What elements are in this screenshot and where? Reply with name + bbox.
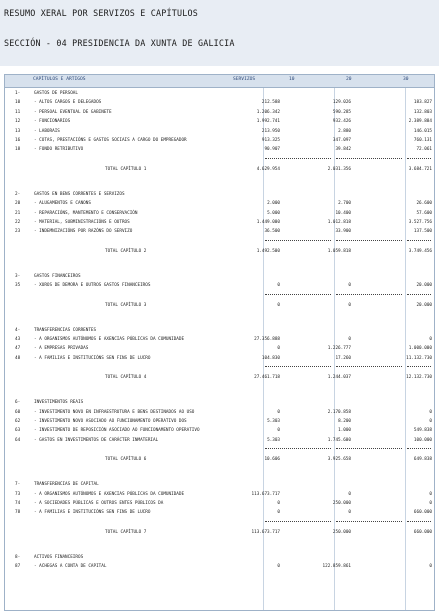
row-label: TOTAL CAPÍTULO 1 (105, 166, 147, 172)
value-col-10: 4.629.954 (256, 166, 280, 172)
table-row (5, 490, 434, 499)
row-code: 13 (15, 128, 21, 134)
value-col-10: 5.000 (267, 210, 280, 216)
row-label: - INVESTIMENTO DE REPOSICIÓN ASOCIADO AO FUNCIONAMENTO OPERATIVO (34, 428, 200, 434)
table-row (5, 344, 434, 353)
value-col-30: 12.132.730 (406, 375, 432, 381)
value-col-30: 72.061 (416, 147, 432, 153)
row-label: - A EMPRESAS PRIVADAS (34, 346, 89, 352)
table-row (5, 354, 434, 363)
row-label: - ALTOS CARGOS E DELEGADOS (34, 100, 102, 106)
value-col-20: 2.700 (338, 201, 351, 207)
value-col-30: 137.500 (413, 229, 432, 235)
table-row (5, 499, 434, 508)
table-row (5, 136, 434, 145)
row-label: - ALUGAMENTOS E CANONS (34, 201, 91, 207)
row-label: TRANSFERENCIAS DE CAPITAL (34, 482, 99, 488)
dotted-rule (336, 294, 402, 295)
row-label: - A FAMILIAS E INSTITUCIÓNS SEN FINS DE LUCRO (34, 510, 151, 516)
row-code: 8- (15, 554, 21, 560)
table-row (5, 508, 434, 517)
value-col-10: 0 (277, 564, 280, 570)
value-col-30: 11.132.730 (406, 355, 432, 361)
row-code: 18 (15, 147, 21, 153)
value-col-10: 212.588 (261, 100, 280, 106)
row-label: - INVESTIMENTO NOVO EN INFRAESTRUTURA E BENS DESTINADOS AO USO (34, 409, 195, 415)
table-row (5, 426, 434, 435)
value-col-10: 0 (277, 283, 280, 289)
row-code: 11 (15, 109, 21, 115)
row-label: - ACHEGAS A CONTA DE CAPITAL (34, 564, 107, 570)
row-code: 10 (15, 100, 21, 106)
value-col-20: 129.026 (332, 100, 351, 106)
value-col-10: 113.673.717 (251, 529, 280, 535)
spacer-row (5, 385, 434, 394)
table-header (5, 75, 434, 88)
value-col-10: 0 (277, 346, 280, 352)
value-col-10: 5.303 (267, 419, 280, 424)
row-label: - A ORGANISMOS AUTÓNOMOS E AXENCIAS PÚBLICAS DA COMUNIDADE (34, 491, 185, 497)
table-row (5, 98, 434, 107)
dotted-rule (336, 366, 402, 367)
value-col-10: 1.492.500 (256, 248, 280, 254)
row-code: 35 (15, 283, 21, 289)
value-col-30: 100.000 (413, 437, 432, 443)
value-col-10: 10.606 (264, 457, 280, 463)
value-col-10: 0 (277, 428, 280, 434)
value-col-10: 213.950 (261, 128, 280, 134)
section-title: SECCIÓN - 04 PRESIDENCIA DA XUNTA DE GALICIA (4, 38, 235, 48)
row-label: GASTOS FINANCEIROS (34, 273, 81, 279)
table-row (5, 335, 434, 344)
row-code: 78 (15, 510, 21, 516)
value-col-10: 913.325 (261, 138, 280, 143)
value-col-30: 57.600 (416, 210, 432, 216)
dotted-rule (407, 294, 431, 295)
value-col-10: 27.356.888 (254, 337, 280, 342)
row-code: 6- (15, 400, 21, 406)
row-code: 43 (15, 337, 21, 342)
value-col-10: 5.303 (267, 437, 280, 443)
table-row (5, 209, 434, 218)
row-label: - REPARACIÓNS, MANTEMENTO E CONSERVACIÓN (34, 210, 138, 216)
spacer-row (5, 313, 434, 322)
chapter-row (5, 398, 434, 407)
chapter-row (5, 89, 434, 98)
value-col-10: 113.673.717 (251, 491, 280, 497)
dotted-rule (336, 158, 402, 159)
value-col-20: 250.000 (332, 529, 351, 535)
value-col-10: 1.992.741 (256, 119, 280, 125)
chapter-row (5, 326, 434, 335)
table-row (5, 108, 434, 117)
dotted-rule (336, 521, 402, 522)
value-col-10: 0 (277, 409, 280, 415)
row-label: - MATERIAL, SUBMINISTRACIÓNS E OUTROS (34, 220, 130, 225)
header-col-30: 30 (403, 77, 409, 82)
value-col-30: 183.827 (413, 100, 432, 106)
value-col-30: 649.838 (413, 457, 432, 463)
row-code: 12 (15, 119, 21, 125)
row-label: - LABORAIS (34, 128, 60, 134)
dotted-rule (407, 240, 431, 241)
row-label: - COTAS, PRESTACIÓNS E GASTOS SOCIAIS A CARGO DO EMPREGADOR (34, 138, 187, 143)
row-label: - FONDO RETRIBUTIVO (34, 147, 84, 153)
value-col-20: 0 (348, 491, 351, 497)
row-code: 20 (15, 201, 21, 207)
value-col-20: 0 (348, 337, 351, 342)
row-code: 4- (15, 327, 21, 333)
chapter-row (5, 480, 434, 489)
value-col-10: 1.206.342 (256, 109, 280, 115)
dotted-rule (336, 448, 402, 449)
row-label: GASTOS DE PERSOAL (34, 91, 78, 96)
dotted-rule (265, 294, 331, 295)
value-col-20: 2.031.356 (327, 166, 351, 172)
dotted-rule (265, 366, 331, 367)
value-col-10: 0 (277, 501, 280, 506)
table-row (5, 417, 434, 426)
value-col-30: 0 (429, 409, 432, 415)
table-row (5, 436, 434, 445)
value-col-20: 1.000 (338, 428, 351, 434)
document-title: RESUMO XERAL POR SERVIZOS E CAPÍTULOS (4, 8, 198, 18)
header-services: SERVIZOS (233, 77, 256, 82)
value-col-20: 10.400 (335, 210, 351, 216)
dotted-rule (407, 521, 431, 522)
dotted-rule (265, 240, 331, 241)
header-col-20: 20 (346, 77, 352, 82)
row-label: TOTAL CAPÍTULO 2 (105, 248, 147, 254)
row-code: 3- (15, 273, 21, 279)
value-col-30: 0 (429, 501, 432, 506)
row-label: - A FAMILIAS E INSTITUCIÓNS SEN FINS DE LUCRO (34, 355, 151, 361)
row-code: 22 (15, 220, 21, 225)
row-label: - INVESTIMENTO NOVO ASOCIADO AO FUNCIONAMENTO OPERATIVO DOS (34, 419, 187, 424)
chapter-row (5, 272, 434, 281)
value-col-10: 2.000 (267, 201, 280, 207)
value-col-30: 760.131 (413, 138, 432, 143)
row-label: TOTAL CAPÍTULO 6 (105, 457, 147, 463)
value-col-20: 1.244.037 (327, 375, 351, 381)
value-col-30: 1.000.000 (408, 346, 432, 352)
row-code: 73 (15, 491, 21, 497)
value-col-20: 0 (348, 510, 351, 516)
value-col-30: 146.015 (413, 128, 432, 134)
value-col-20: 33.900 (335, 229, 351, 235)
row-code: 63 (15, 428, 21, 434)
dotted-rule (336, 240, 402, 241)
row-code: 1- (15, 91, 21, 96)
value-col-30: 549.838 (413, 428, 432, 434)
row-code: 7- (15, 482, 21, 488)
total-row (5, 243, 434, 252)
value-col-20: 1.012.818 (327, 220, 351, 225)
table-row (5, 145, 434, 154)
budget-table (4, 74, 435, 611)
value-col-30: 3.749.456 (408, 248, 432, 254)
table-row (5, 408, 434, 417)
dotted-rule (265, 448, 331, 449)
value-col-30: 0 (429, 337, 432, 342)
spacer-row (5, 467, 434, 476)
row-label: - FUNCIONARIOS (34, 119, 71, 125)
value-col-30: 2.389.884 (408, 119, 432, 125)
total-row (5, 369, 434, 381)
total-row (5, 451, 434, 463)
row-code: 74 (15, 501, 21, 506)
spacer-row (5, 259, 434, 268)
row-label: TOTAL CAPÍTULO 7 (105, 529, 147, 535)
row-label: - A ORGANISMOS AUTÓNOMOS E AXENCIAS PÚBLICAS DA COMUNIDADE (34, 337, 185, 342)
header-col-10: 10 (289, 77, 295, 82)
row-label: - GASTOS EN INVESTIMENTOS DE CARÁCTER INMATERIAL (34, 437, 159, 443)
row-code: 48 (15, 355, 21, 361)
row-label: - XUROS DE DEMORA E OUTROS GASTOS FINANCEIROS (34, 283, 151, 289)
document-title-block (0, 0, 439, 66)
value-col-20: 1.745.600 (327, 437, 351, 443)
dotted-rule (407, 366, 431, 367)
value-col-30: 0 (429, 564, 432, 570)
value-col-20: 590.285 (332, 109, 351, 115)
table-row (5, 562, 434, 571)
value-col-30: 660.000 (413, 510, 432, 516)
row-label: - A SOCIEDADES PÚBLICAS E OUTROS ENTES PÚBLICOS DA (34, 501, 164, 506)
row-label: INVESTIMENTOS REAIS (34, 400, 84, 406)
row-label: - PERSOAL EVENTUAL DE GABINETE (34, 109, 112, 115)
row-code: 2- (15, 191, 21, 197)
value-col-20: 250.000 (332, 501, 351, 506)
spacer-row (5, 540, 434, 549)
value-col-20: 0 (348, 283, 351, 289)
row-code: 62 (15, 419, 21, 424)
row-code: 16 (15, 138, 21, 143)
value-col-30: 3.527.756 (408, 220, 432, 225)
value-col-10: 0 (277, 302, 280, 308)
value-col-30: 0 (429, 491, 432, 497)
value-col-30: 132.803 (413, 109, 432, 115)
table-row (5, 281, 434, 290)
value-col-10: 0 (277, 510, 280, 516)
value-col-30: 3.684.721 (408, 166, 432, 172)
table-row (5, 199, 434, 208)
row-label: GASTOS EN BENS CORRENTES E SERVIZOS (34, 191, 125, 197)
value-col-10: 1.449.000 (256, 220, 280, 225)
dotted-rule (265, 158, 331, 159)
row-label: TOTAL CAPÍTULO 3 (105, 302, 147, 308)
value-col-20: 1.226.777 (327, 346, 351, 352)
value-col-30: 0 (429, 419, 432, 424)
value-col-20: 122.859.861 (322, 564, 351, 570)
row-label: TRANSFERENCIAS CORRENTES (34, 327, 97, 333)
value-col-20: 3.925.658 (327, 457, 351, 463)
value-col-20: 2.880 (338, 128, 351, 134)
value-col-10: 104.830 (261, 355, 280, 361)
value-col-20: 17.260 (335, 355, 351, 361)
dotted-rule (407, 158, 431, 159)
dotted-rule (407, 448, 431, 449)
header-concepts: CAPÍTULOS E ARTIGOS (33, 77, 86, 82)
total-row (5, 161, 434, 170)
table-row (5, 127, 434, 136)
row-label: ACTIVOS FINANCEIROS (34, 554, 84, 560)
value-col-20: 932.426 (332, 119, 351, 125)
value-col-20: 2.170.858 (327, 409, 351, 415)
row-code: 47 (15, 346, 21, 352)
row-code: 23 (15, 229, 21, 235)
dotted-rule (265, 521, 331, 522)
value-col-10: 36.500 (264, 229, 280, 235)
value-col-30: 26.600 (416, 201, 432, 207)
row-label: - INDEMNIZACIÓNS POR RAZÓNS DO SERVIZO (34, 229, 133, 235)
value-col-20: 0 (348, 302, 351, 308)
value-col-10: 90.907 (264, 147, 280, 153)
total-row (5, 524, 434, 533)
value-col-10: 27.461.718 (254, 375, 280, 381)
row-code: 60 (15, 409, 21, 415)
table-row (5, 218, 434, 227)
value-col-20: 1.059.818 (327, 248, 351, 254)
chapter-row (5, 553, 434, 562)
value-col-20: 8.200 (338, 419, 351, 424)
row-label: TOTAL CAPÍTULO 4 (105, 375, 147, 381)
spacer-row (5, 177, 434, 186)
value-col-30: 660.000 (413, 529, 432, 535)
value-col-30: 20.000 (416, 283, 432, 289)
total-row (5, 297, 434, 306)
row-code: 64 (15, 437, 21, 443)
value-col-20: 347.097 (332, 138, 351, 143)
table-row (5, 227, 434, 236)
value-col-20: 39.842 (335, 147, 351, 153)
table-row (5, 117, 434, 126)
row-code: 21 (15, 210, 21, 216)
row-code: 87 (15, 564, 21, 570)
chapter-row (5, 190, 434, 199)
value-col-30: 20.000 (416, 302, 432, 308)
